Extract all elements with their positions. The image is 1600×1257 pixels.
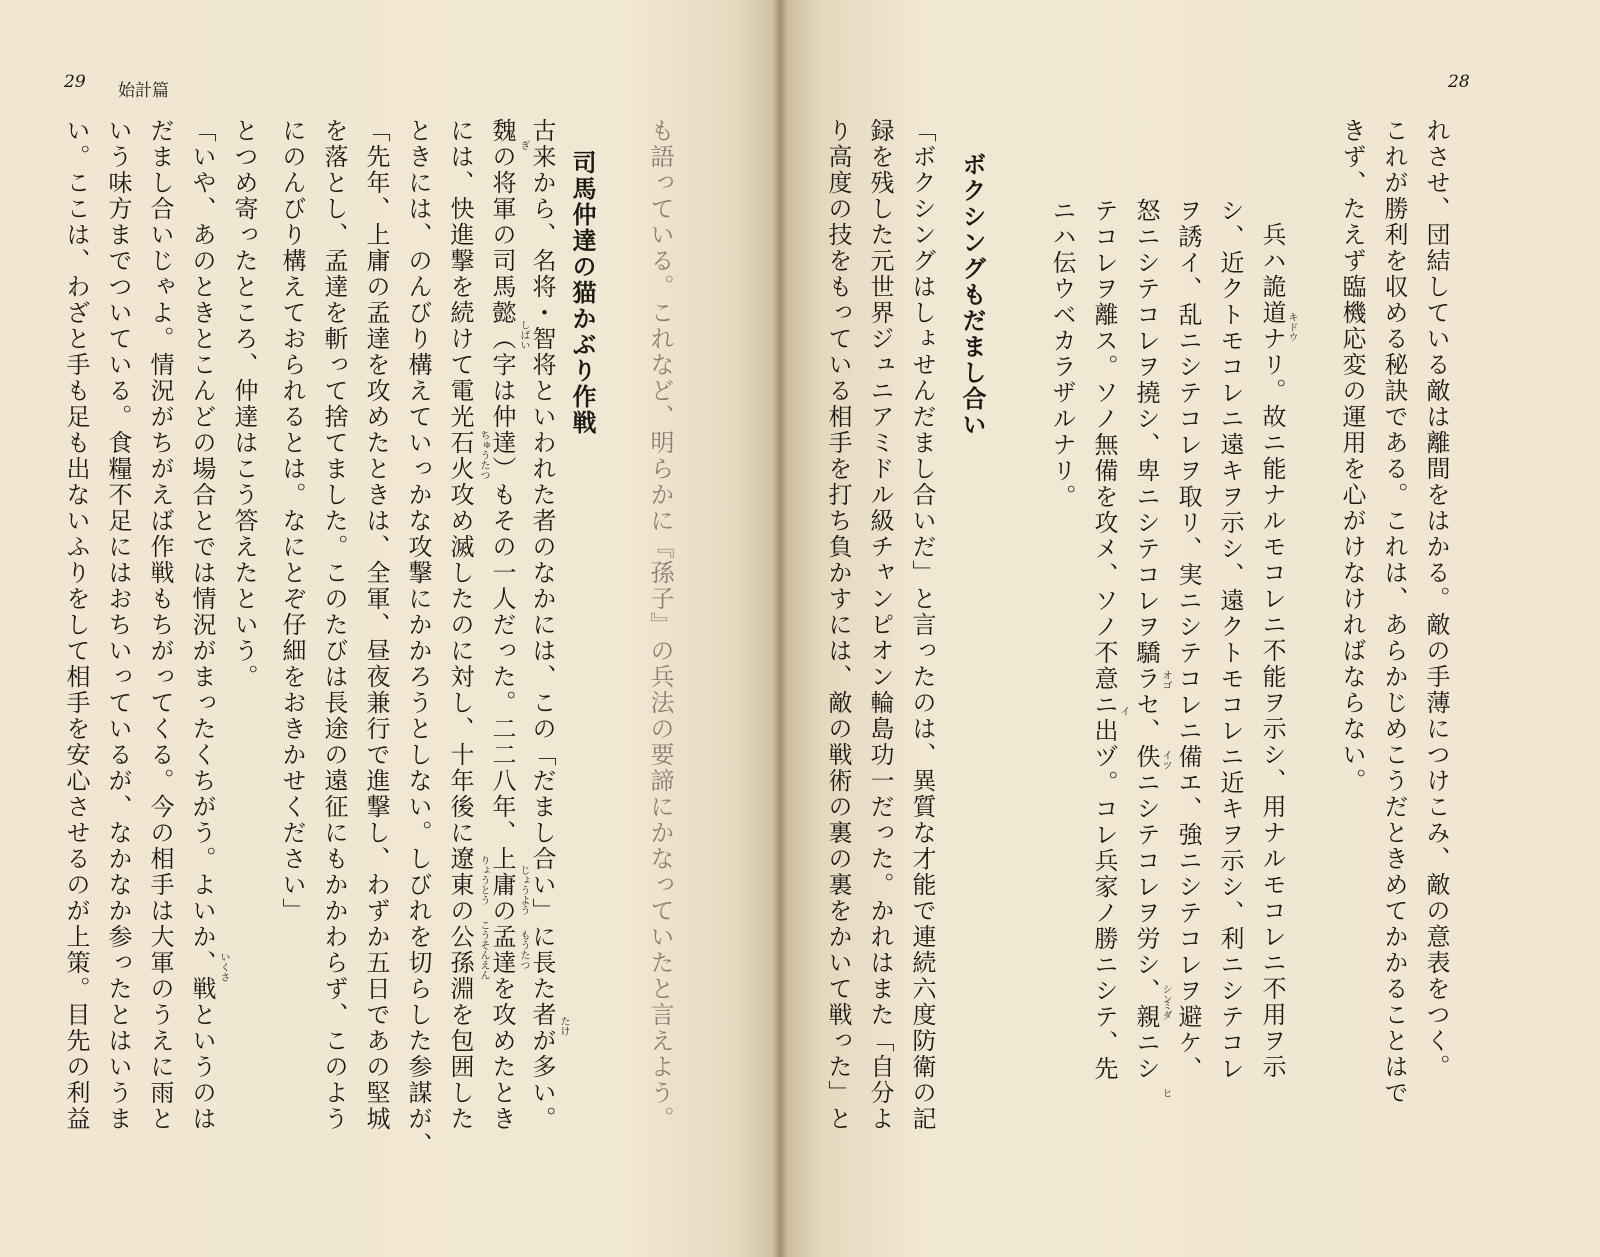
quoted-text-column: ヲ誘イ、乱ニシテコレヲ取リ、実ニシテコレニ備エ、強ニシテコレヲ避ケ、 (1174, 198, 1202, 1082)
quoted-text-column: テコレヲ離ス。ソノ無備を攻メ、ソノ不意ニ出ヅ。コレ兵家ノ勝ニシテ、先 (1090, 198, 1118, 1082)
left-page (0, 0, 780, 1257)
text-column: 魏の将軍の司馬懿（字は仲達）もその一人だった。二二八年、上庸の孟達を攻めたとき (488, 118, 516, 1132)
page-number: 29 (64, 72, 86, 92)
ruby-gloss: イ (1118, 706, 1129, 716)
text-column: い。ここは、わざと手も足も出ないふりをして相手を安心させるのが上策。目先の利益 (62, 118, 90, 1132)
ruby-gloss: イツ (1160, 750, 1171, 770)
text-column: これが勝利を収める秘訣である。これは、あらかじめこうだときめてかかることはで (1380, 118, 1408, 1106)
ruby-gloss: キドウ (1286, 312, 1297, 342)
quoted-text-column: 兵ハ詭道ナリ。故ニ能ナルモコレニ不能ヲ示シ、用ナルモコレニ不用ヲ示 (1258, 222, 1286, 1080)
book-gutter (772, 0, 788, 1257)
text-column: にのんびり構えておられるとは。なにとぞ仔細をおきかせください」 (278, 118, 306, 924)
ruby-gloss: ミダ (1160, 1000, 1171, 1020)
ruby-gloss: シン (1160, 984, 1171, 1004)
text-column: も語っている。これなど、明らかに『孫子』の兵法の要諦にかなっていたと言えよう。 (646, 118, 674, 1132)
text-column: とつめ寄ったところ、仲達はこう答えたという。 (230, 118, 258, 690)
text-column: れさせ、団結している敵は離間をはかる。敵の手薄につけこみ、敵の意表をつく。 (1422, 118, 1450, 1080)
quoted-text-column: 怒ニシテコレヲ撓シ、卑ニシテコレヲ驕ラセ、佚ニシテコレヲ労シ、親ニシ (1132, 198, 1160, 1082)
ruby-gloss: じょうよう (518, 865, 529, 915)
text-column: いう味方までついている。食糧不足にはおちいっているが、なかなか参ったとはいうま (104, 118, 132, 1132)
ruby-gloss: もうたつ (518, 930, 529, 970)
ruby-gloss: こうそんえん (478, 920, 489, 980)
text-column: ときには、のんびり構えていっかな攻撃にかかろうとしない。しびれを切らした参謀が、 (404, 118, 432, 1158)
ruby-gloss: ぎ (518, 140, 529, 150)
ruby-gloss: オゴ (1160, 670, 1171, 690)
text-column: を落とし、孟達を斬って捨てました。このたびは長途の遠征にもかかわらず、このよう (320, 118, 348, 1132)
quoted-text-column: ニハ伝ウベカラザルナリ。 (1048, 198, 1076, 510)
text-column: には、快進撃を続けて電光石火攻め滅したのに対し、十年後に遼東の公孫淵を包囲した (446, 118, 474, 1132)
text-column: 「ボクシングはしょせんだまし合いだ」と言ったのは、異質な才能で連続六度防衛の記 (908, 118, 936, 1132)
right-page (780, 0, 1600, 1257)
ruby-gloss: りょうとう (478, 855, 489, 905)
text-column: 録を残した元世界ジュニアミドル級チャンピオン輪島功一だった。かれはまた「自分よ (866, 118, 894, 1132)
ruby-gloss: たけ (558, 1016, 569, 1036)
running-head: 始計篇 (118, 81, 169, 101)
page-number: 28 (1448, 72, 1470, 92)
ruby-gloss: ちゅうたつ (478, 430, 489, 480)
text-column: り高度の技をもっている相手を打ち負かすには、敵の戦術の裏の裏をかいて戦った」と (824, 118, 852, 1132)
ruby-gloss: いくさ (218, 952, 229, 982)
text-column: 古来から、名将・智将といわれた者のなかには、この「だまし合い」に長た者が多い。 (528, 118, 556, 1132)
quoted-text-column: シ、近クトモコレニ遠キヲ示シ、遠クトモコレニ近キヲ示シ、利ニシテコレ (1216, 198, 1244, 1082)
text-column: きず、たえず臨機応変の運用を心がけなければならない。 (1338, 118, 1366, 794)
ruby-gloss: しばい (518, 320, 529, 350)
text-column: 「いや、あのときとこんどの場合とでは情況がまったくちがう。よいか、戦というのは (188, 118, 216, 1132)
text-column: 「先年、上庸の孟達を攻めたときは、全軍、昼夜兼行で進撃し、わずか五日であの堅城 (362, 118, 390, 1132)
section-heading: 司馬仲達の猫かぶり作戦 (568, 150, 596, 436)
text-column: だまし合いじゃよ。情況がちがえば作戦もちがってくる。今の相手は大軍のうえに雨と (146, 118, 174, 1132)
section-heading: ボクシングもだまし合い (958, 152, 986, 438)
ruby-gloss: ヒ (1160, 1088, 1171, 1098)
